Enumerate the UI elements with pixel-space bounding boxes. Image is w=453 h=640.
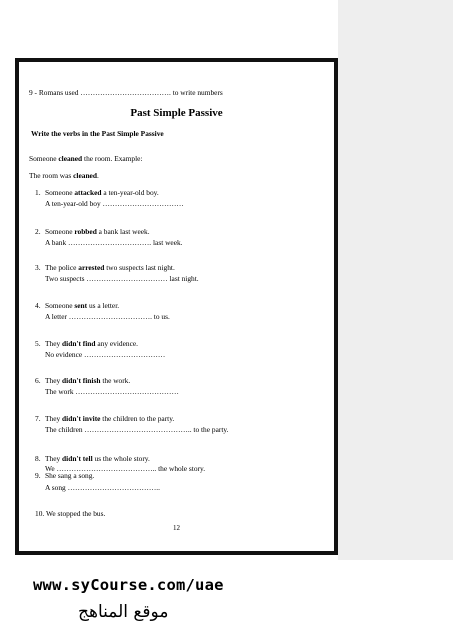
item-answer: Two suspects …………………………… last night. — [45, 274, 199, 283]
item-sentence: Someone attacked a ten-year-old boy. — [45, 188, 159, 197]
example-answer: The room was cleaned. — [29, 171, 99, 180]
item-sentence: They didn't find any evidence. — [45, 339, 139, 348]
item-num: 5. — [35, 339, 41, 348]
worksheet-page — [15, 58, 338, 555]
page-title: Past Simple Passive — [130, 107, 223, 119]
item-answer: No evidence …………………………… — [45, 350, 166, 359]
item-answer: A song ……………………………….. — [45, 483, 160, 492]
item-num: 10. — [35, 509, 45, 518]
item-answer: A bank ……………………………. last week. — [45, 238, 183, 247]
item-answer: The children …………………………………….. to the party. — [45, 425, 229, 434]
item-num: 8. — [35, 454, 41, 463]
page-number: 12 — [173, 524, 180, 532]
footer-arabic: موقع المناهج — [78, 602, 169, 622]
item-sentence: They didn't tell us the whole story. — [45, 454, 150, 463]
item-sentence: She sang a song. — [45, 471, 95, 480]
item-sentence: We stopped the bus. — [46, 509, 106, 518]
item-answer: A ten-year-old boy …………………………… — [45, 199, 184, 208]
top-line: 9 - Romans used ………………………………. to write numbers — [29, 88, 223, 97]
item-sentence: The police arrested two suspects last night. — [45, 263, 175, 272]
item-sentence: Someone robbed a bank last week. — [45, 227, 150, 236]
item-answer: The work …………………………………… — [45, 387, 179, 396]
side-panel — [338, 0, 453, 560]
item-sentence: They didn't invite the children to the party. — [45, 414, 175, 423]
item-num: 4. — [35, 301, 41, 310]
instruction: Write the verbs in the Past Simple Passive — [31, 129, 164, 138]
item-sentence: They didn't finish the work. — [45, 376, 131, 385]
item-sentence: Someone sent us a letter. — [45, 301, 120, 310]
footer-url: www.syCourse.com/uae — [33, 576, 224, 594]
item-answer: A letter ……………………………. to us. — [45, 312, 170, 321]
item-num: 1. — [35, 188, 41, 197]
example-sentence: Someone cleaned the room. Example: — [29, 154, 143, 163]
item-answer: We ………………………………….. the whole story. — [45, 464, 206, 473]
item-num: 9. — [35, 471, 41, 480]
item-num: 3. — [35, 263, 41, 272]
item-num: 6. — [35, 376, 41, 385]
item-num: 7. — [35, 414, 41, 423]
item-num: 2. — [35, 227, 41, 236]
